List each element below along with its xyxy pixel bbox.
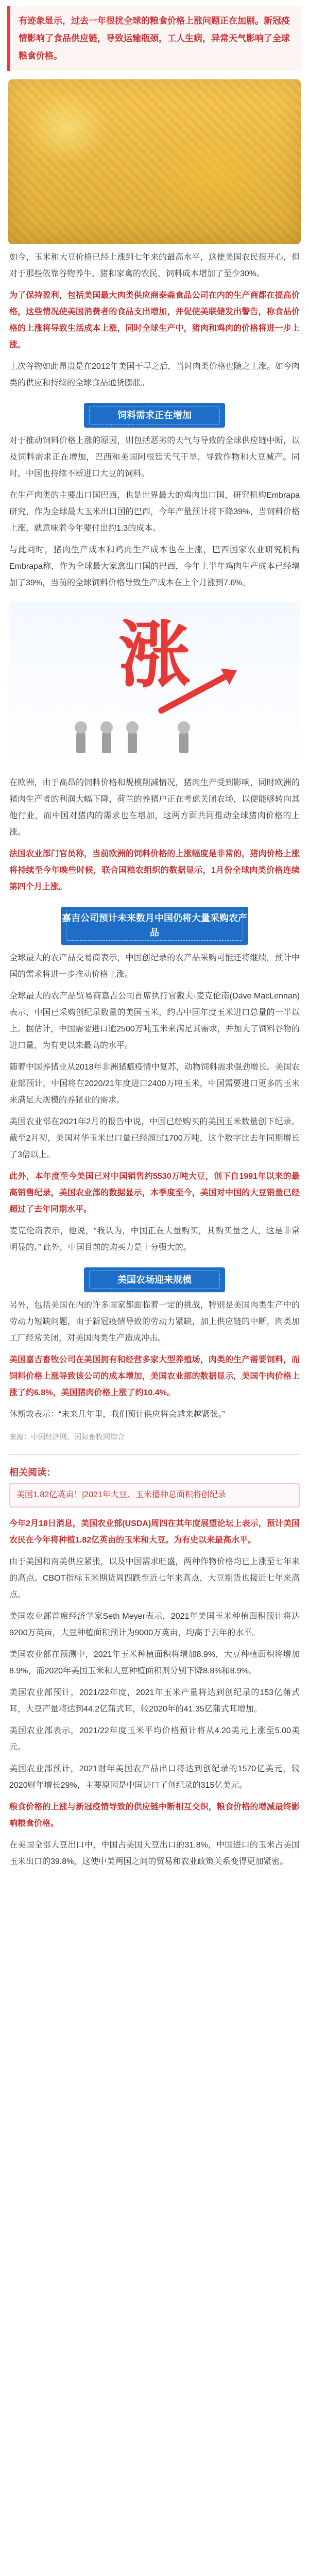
paragraph-19: 由于美国和南美供应紧张，以及中国需求旺盛，两种作物价格均已上涨至七年来的高点。CBOT指标玉米期货周四跌至近七年来高点，大豆期货也接近七年来高点。 <box>9 1557 300 1599</box>
related-link-1[interactable]: 美国1.82亿英亩！|2021年大豆、玉米播种总面积将创纪录 <box>16 1490 226 1499</box>
paragraph-16 <box>9 1352 300 1401</box>
related-links-box <box>9 1483 300 1507</box>
person-icon <box>76 731 85 753</box>
highlight-text: 为了保持盈利，包括美国最大肉类供应商泰森食品公司在内的生产商都在提高价格，这些情况使美国消费者的食品支出增加，并促使美联储发出警告，称食品价格的上涨将导致生活成本上涨，同时全球生产中，猪肉和鸡肉的价格将进一步上涨。 <box>9 291 300 349</box>
rising-price-illustration <box>9 601 300 766</box>
section-title-text: 饲料需求正在增加 <box>117 410 192 420</box>
highlight-text: 美国嘉吉畜牧公司在美国拥有和经营多家大型养殖场，肉类的生产需要饲料，而饲料价格上涨导致该公司的成本增加，美国农业部的数据显示，美国牛肉价格上涨了约6.8%，美国猪肉价格上涨了约10.4%。 <box>9 1355 300 1397</box>
section-title-text: 美国农场迎来规模 <box>117 1275 192 1285</box>
paragraph-3: 上次谷物如此昂贵是在2012年美国干旱之后，当时肉类价格也随之上涨。如今肉类的供应和持续的全球食品通货膨胀。 <box>9 362 300 387</box>
paragraph-12: 美国农业部在2021年2月的报告中说，中国已经购买的美国玉米数量创下纪录。截至2月初，美国对华玉米出口量已经超过1700万吨，这个数字比去年同期增长了3倍以上。 <box>9 1117 300 1159</box>
paragraph-4: 对于推动饲料价格上涨的原因，则包括恶劣的天气与导致的全球供应链中断，以及饲料需求正在增加，巴西和美国阿根廷天气干旱，导致作物和大豆减产。同时，中国也持续不断进口大豆的饲料。 <box>9 436 300 478</box>
highlight-text: 粮食价格的上涨与新冠疫情导致的供应链中断相互交织，粮食价格的增减最终影响粮食价格。 <box>9 1803 300 1828</box>
bottom-spacer <box>0 1875 309 1896</box>
paragraph-10: 全球最大的农产品贸易商嘉吉公司首席执行官戴夫·麦克伦南(Dave MacLennan)表示，中国已采购创纪录数量的美国玉米，约占中国年度玉米进口总量的一半以上。据估计，中国需要进口逾2500万吨玉米来满足其需求，并加大了饲料谷物的进口量，为有史以来最高的水平。 <box>9 992 300 1050</box>
source-note: 来源：中国经济网、国际畜牧网综合 <box>9 1433 125 1441</box>
section-title-feed-demand <box>84 403 225 428</box>
paragraph-1: 如今，玉米和大豆价格已经上涨到七年来的最高水平，这使美国农民很开心，但对于那些依靠谷物养牛、猪和家禽的农民，饲料成本增加了至少30%。 <box>9 253 300 278</box>
highlight-text: 法国农业部门官员称，当前欧洲的饲料价格的上涨幅度是非常的，猪肉价格上涨将持续至今年晚些时候，联合国粮农组织的数据显示，1月份全球肉类价格连续第四个月上涨。 <box>9 850 300 891</box>
person-icon <box>102 731 111 753</box>
paragraph-20: 美国农业部首席经济学家Seth Meyer表示，2021年美国玉米种植面积预计将达9200万英亩，大豆种植面积预计为9000万英亩，均高于去年的水平。 <box>9 1612 300 1637</box>
section-title-farms <box>84 1267 225 1292</box>
paragraph-18 <box>9 1516 300 1549</box>
paragraph-24: 美国农业部预计，2021财年美国农产品出口将达到创纪录的1570亿美元，较2020财年增长29%，主要原因是中国进口了创纪录的315亿美元。 <box>9 1765 300 1790</box>
paragraph-7: 在欧洲，由于高昂的饲料价格和规模削减情况，猪肉生产受到影响，同时欧洲的猪肉生产者的利润大幅下降，荷兰的养猪户正在考虑关闭农场，以便能够转向其他行业，而中国对猪肉的需求也在增加，这两方面共同推动全球猪肉价格的上涨。 <box>9 778 300 837</box>
highlight-text: 此外，本年度至今美国已对中国销售约5530万吨大豆，创下自1991年以来的最高销售纪录，美国农业部的数据显示，本季度至今，美国对中国的大豆销量已经超过了去年同期水平。 <box>9 1172 300 1214</box>
paragraph-9: 全球最大的农产品交易商表示，中国创纪录的农产品采购可能还将继续，预计中国的需求将进一步推动价格上涨。 <box>9 954 300 979</box>
paragraph-17: 休斯敦表示：“未来几年里，我们预计供应将会越来越紧张。” <box>9 1410 225 1419</box>
paragraph-11: 随着中国养猪业从2018年非洲猪瘟疫情中复苏，动物饲料需求强劲增长。美国农业部预计，中国将在2020/21年度进口2400万吨玉米，中国需要进口更多的玉米来满足大规模的养猪业的需求。 <box>9 1063 300 1105</box>
zhang-character-icon: 涨 <box>118 615 191 696</box>
corn-hero-image <box>8 79 301 244</box>
paragraph-25 <box>9 1799 300 1832</box>
title-border <box>66 910 243 941</box>
lead-paragraph: 有迹象显示，过去一年很扰全球的粮食价格上涨问题正在加剧。新冠疫情影响了食品供应链，导致运输瓶颈，工人生病，异常天气影响了全球粮食价格。 <box>7 6 302 71</box>
person-icon <box>128 731 137 753</box>
section-title-cargill <box>61 907 248 945</box>
paragraph-13 <box>9 1168 300 1218</box>
section-title-text: 嘉吉公司预计未来数月中国仍将大量采购农产品 <box>62 913 247 938</box>
paragraph-21: 美国农业部在预测中，2021年玉米种植面积将增加8.9%，大豆种植面积将增加8.9%，而2020年美国玉米和大豆种植面积则分别下降8.8%和8.9%。 <box>9 1650 300 1675</box>
title-border <box>89 1270 220 1289</box>
paragraph-2 <box>9 287 300 353</box>
paragraph-22: 美国农业部预计，2021/22年度，2021年玉米产量将达到创纪录的153亿蒲式耳，大豆产量将达到44.2亿蒲式耳，较2020年的41.35亿蒲式耳增加。 <box>9 1688 300 1714</box>
paragraph-26: 在美国全部大豆出口中，中国占美国大豆出口的31.8%，中国进口的玉米占美国玉米出口的39.8%，这使中美两国之间的贸易和农业政策关系变得更加紧密。 <box>9 1841 300 1866</box>
paragraph-6: 与此同时，猪肉生产成本和鸡肉生产成本也在上涨，巴西国家农业研究机构Embrapa称，作为全球最大家禽出口国的巴西，今年上半年鸡肉生产成本已经增加了39%，当前的全球饲料价格导致生产成本在上个月涨到7.6%。 <box>9 546 300 587</box>
paragraph-5: 在生产肉类的主要出口国巴西，也是世界最大的鸡肉出口国，研究机构Embrapa研究，作为全球最大玉米出口国的巴西，今年产量预计将下降39%，当饲料价格上涨，就意味着今年要付出约1.3的成本。 <box>9 491 300 533</box>
title-border <box>89 406 220 425</box>
paragraph-8 <box>9 846 300 895</box>
paragraph-15: 另外，包括美国在内的许多国家都面临着一定的挑战，特别是美国肉类生产中的劳动力短缺问题，由于新冠疫情导致的劳动力紧缺，加上供应链的中断，肉类加工厂经常关闭，对美国肉类生产造成冲击。 <box>9 1301 300 1343</box>
person-icon <box>179 731 188 753</box>
highlight-text: 今年2月18日消息，美国农业部(USDA)周四在其年度展望论坛上表示，预计美国农民在今年将种植1.82亿英亩的玉米和大豆。为有史以来最高水平。 <box>9 1519 300 1545</box>
section-divider <box>9 1454 300 1455</box>
related-title: 相关阅读： <box>9 1467 56 1478</box>
paragraph-14: 麦克伦南表示，他说，“我认为，中国正在大量购买，其购买量之大，这是非常明显的。” 此外，中国目前的购买力是十分强大的。 <box>9 1227 300 1252</box>
paragraph-23: 美国农业部表示，2021/22年度玉米平均价格预计将从4.20美元上涨至5.00美元。 <box>9 1726 300 1752</box>
